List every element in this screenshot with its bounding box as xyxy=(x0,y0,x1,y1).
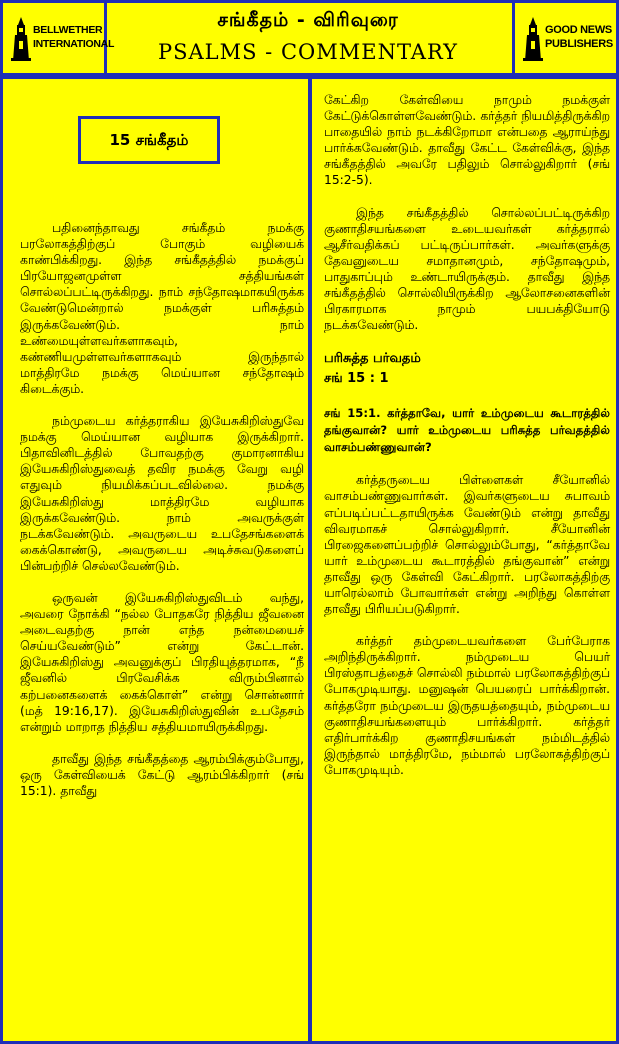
header-title-block xyxy=(107,3,509,73)
bellwether-logo xyxy=(9,15,115,63)
column-divider xyxy=(308,79,312,1044)
paragraph: ஒருவன் இயேசுகிறிஸ்துவிடம் வந்து, அவரை நோக்கி “நல்ல போதகரே நித்திய ஜீவனை அடைவதற்கு நான் எந்த நன்மையைச் செய்யவேண்டும்” என்று கேட்டான். இயேசுகிறிஸ்து அவனுக்குப் பிரதியுத்தரமாக, “நீ ஜீவனில் பிரவேசிக்க விரும்பினால் கற்பனைகளைக் கைக்கொள்” என்று சொன்னார் (மத் 19:16,17). இயேசுகிறிஸ்துவின் உபதேசம் என்றும் மாறாத நித்திய சத்தியமாயிருக்கிறது. xyxy=(20,590,304,734)
good-news-logo xyxy=(521,15,611,63)
psalm-number-box xyxy=(78,116,220,164)
paragraph: கர்த்தருடைய பிள்ளைகள் சீயோனில் வாசம்பண்ணுவார்கள். இவர்களுடைய சுபாவம் எப்படிப்பட்டதாயிருக்க வேண்டும் என்று தாவீது விவரமாகச் சொல்லுகிறார். சீயோனின் பிரஜைகளைப்பற்றிச் சொல்லும்போது, “கர்த்தாவே யார் உம்முடைய கூடாரத்தில் தங்குவான்” என்று தாவீது ஒரு கேள்வி கேட்கிறார். பரலோகத்திற்கு யாரெல்லாம் போவார்கள் என்று அறிந்து கொள்ள தாவீது பிரியப்படுகிறார். xyxy=(324,473,610,617)
paragraph: இந்த சங்கீதத்தில் சொல்லப்பட்டிருக்கிற குணாதிசயங்களை உடையவர்கள் கர்த்தரால் ஆசீர்வதிக்கப் பட்டிருப்பார்கள். அவர்களுக்கு தேவனுடைய சமாதானமும், சந்தோஷமும், பாதுகாப்பும் உண்டாயிருக்கும். தாவீது இந்த சங்கீதத்தில் சொல்லியிருக்கிற ஆலோசனைகளின் பிரகாரமாக நாமும் பயபக்தியோடு நடக்கவேண்டும். xyxy=(324,205,610,333)
section-heading xyxy=(324,349,610,389)
paragraph: நம்முடைய கர்த்தராகிய இயேசுகிறிஸ்துவே நமக்கு மெய்யான வழியாக இருக்கிறார். பிதாவினிடத்தில் போவதற்கு குமாரனாகிய இயேசுகிறிஸ்துவைத் தவிர நமக்கு வேறு வழி எதுவும் நியமிக்கப்படவில்லை. நமக்கு இயேசுகிறிஸ்து மாத்திரமே வழியாக இருக்கவேண்டும். நாம் அவருக்குள் நடக்கவேண்டும். அவருடைய உபதேசங்களைக் கைக்கொண்டு, அவருடைய அடிச்சுவடுகளைப் பின்பற்றிச் செல்லவேண்டும். xyxy=(20,414,304,573)
section-title: பரிசுத்த பர்வதம் xyxy=(324,351,421,367)
title-tamil: சங்கீதம் - விரிவுரை xyxy=(217,9,399,31)
right-logo-box xyxy=(512,3,616,73)
paragraph: பதினைந்தாவது சங்கீதம் நமக்கு பரலோகத்திற்குப் போகும் வழியைக் காண்பிக்கிறது. இந்த சங்கீதத்தில் நமக்குப் பிரயோஜனமுள்ள சத்தியங்கள் சொல்லப்பட்டிருக்கிறது. நாம் சந்தோஷமாகயிருக்க வேண்டுமென்றால் நமக்குள் பரிசுத்தம் இருக்கவேண்டும். நாம் உண்மையுள்ளவர்களாகவும், கண்ணியமுள்ளவர்களாகவும் இருந்தால் மாத்திரமே நமக்கு மெய்யான சந்தோஷம் கிடைக்கும். xyxy=(20,221,304,396)
bell-tower-icon xyxy=(523,17,543,61)
psalm-number-label: 15 சங்கீதம் xyxy=(109,131,189,149)
paragraph: கேட்கிற கேள்வியை நாமும் நமக்குள் கேட்டுக்கொள்ளவேண்டும். கர்த்தர் நியமித்திருக்கிற பாதையில் நாம் நடக்கிறோமா என்பதை ஆராய்ந்து பார்க்கவேண்டும். தாவீது கேட்ட கேள்விக்கு, இந்த சங்கீதத்தில் அவரே பதிலும் சொல்லுகிறார் (சங் 15:2-5). xyxy=(324,93,610,188)
paragraph: தாவீது இந்த சங்கீதத்தை ஆரம்பிக்கும்போது, ஒரு கேள்வியைக் கேட்டு ஆரம்பிக்கிறார் (சங் 15:1). தாவீது xyxy=(20,751,304,798)
right-logo-text: GOOD NEWS PUBLISHERS xyxy=(545,24,613,50)
title-english: PSALMS - COMMENTARY xyxy=(157,40,458,64)
left-logo-box xyxy=(3,3,115,73)
left-logo-text: BELLWETHER INTERNATIONAL xyxy=(33,24,115,50)
paragraph: கர்த்தர் தம்முடையவர்களை பேர்பேராக அறிந்திருக்கிறார். நம்முடைய பெயர் பிரஸ்தாபத்தைச் சொல்லி நம்மால் பரலோகத்திற்குப் போகமுடியாது. மனுஷன் பெயரைப் பார்க்கிறான். கர்த்தரோ நம்முடைய இருதயத்தையும், நம்முடைய குணாதிசயங்களையும் பார்க்கிறார். கர்த்தர் எதிர்பார்க்கிற குணாதிசயங்கள் நம்மிடத்தில் இருந்தால் மாத்திரமே, நம்மால் பரலோகத்திற்குப் போகமுடியும். xyxy=(324,634,610,777)
left-column xyxy=(20,88,304,815)
verse-text: சங் 15:1. கர்த்தாவே, யார் உம்முடைய கூடாரத்தில் தங்குவான்? யார் உம்முடைய பரிசுத்த பர்வதத்தில் வாசம்பண்ணுவான்? xyxy=(324,406,610,455)
bell-tower-icon xyxy=(11,17,31,61)
section-reference: சங் 15 : 1 xyxy=(324,371,389,387)
right-column xyxy=(324,92,610,794)
